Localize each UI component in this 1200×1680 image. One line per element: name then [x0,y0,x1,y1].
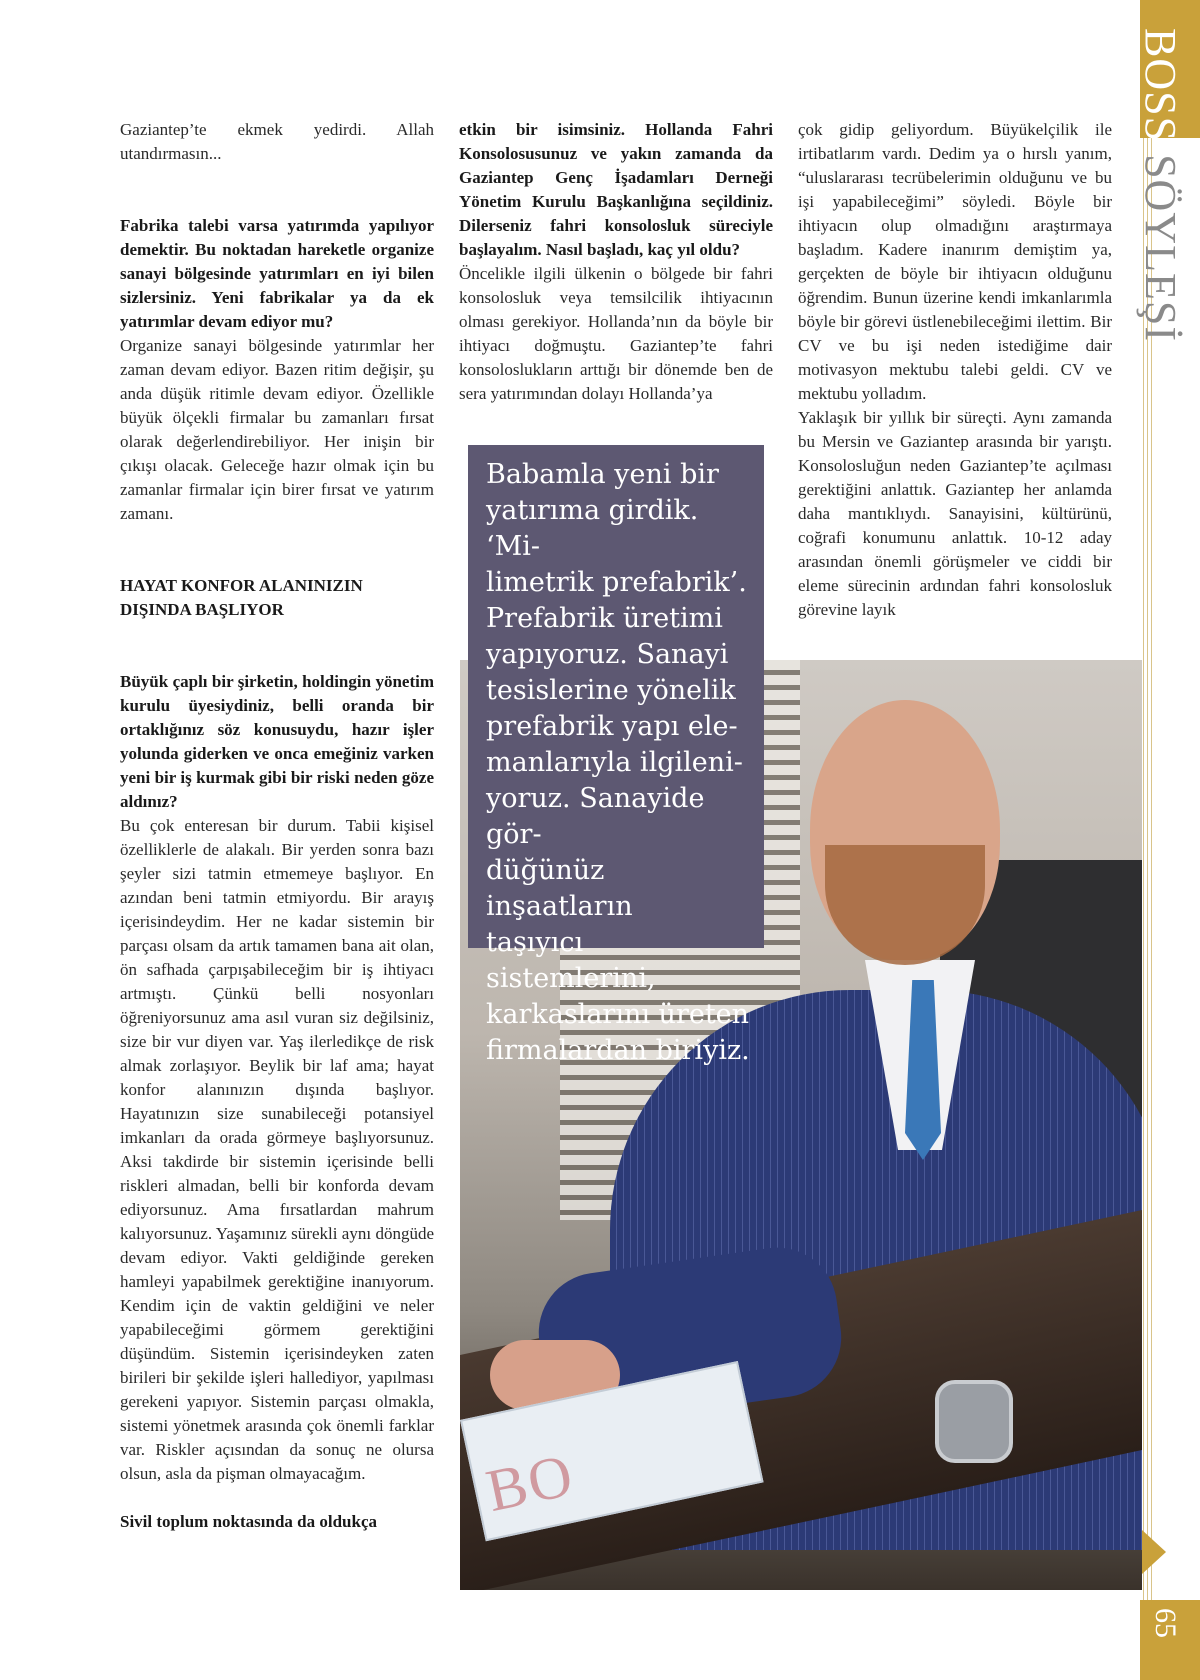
interview-answer: Organize sanayi bölgesinde yatırımlar her zaman devam ediyor. Bazen ritim değişir, şu anda düşük ritimle devam ediyor. Özellikle büyük ölçekli firmalar bu zamanları fırsat olarak değerlendirebiliyor. Her inişin bir çıkışı olacak. Geleceğe hazır olmak için bu zamanlar firmalar için birer fırsat ve yatırım zamanı. [120,336,434,523]
text-column-1 [120,118,434,1534]
page-number: 65 [1149,1608,1182,1638]
interview-answer: Yaklaşık bir yıllık bir süreçti. Aynı zamanda bu Mersin ve Gaziantep arasında bir yarıştı. Konsolosluğun neden Gaziantep’te açılması gerektiğini anlattık. Gaziantep her anlamda daha mantıklıydı. Sanayisini, kültürünü, coğrafi konumunu anlattık. 10-12 aday arasından önemli görüşmeler ve ciddi bir eleme sürecinin ardından fahri konsolosluk görevine layık [798,408,1112,619]
interview-answer: Bu çok enteresan bir durum. Tabii kişisel özelliklerle de alakalı. Bir yerden sonra bazı şeyler sizi tatmin etmemeye başlıyor. En azından beni tatmin etmiyordu. Bir arayış içerisindeydim. Her ne kadar sistemin bir parçası olsam da artık tamamen bana ait olan, ön safhada çarpışabileceğim bir iş ihtiyacı artmıştı. Çünkü belli nosyonları öğreniyorsunuz ama asıl vuran siz değilsiniz, size bir vur diyen var. Yaş ilerledikçe de risk almak zorlaşıyor. Beylik bir laf ama; hayat konfor alanınızın dışında başlıyor. Hayatınızın size sunabileceği potansiyel imkanları da orada görmeye başlıyorsunuz. Aksi takdirde bir sistemin içerisinde belli riskleri almadan, belli bir konforda devam ediyorsunuz. Ama fırsatlardan mahrum kalıyorsunuz. Yaşamınız sürekli aynı döngüde devam ediyor. Vakti geldiğinde gereken hamleyi yapabilmek gerektiğine inanıyorum. Kendim için de vaktin geldiğini ve neler yapabileceğimi görmem gerektiğini düşündüm. Sistemin içerisindeyken zaten birileri bir şekilde işleri hallediyor, yapılması gerekeni yapıyor. Sistemin parçası olmakla, sistemi yönetmek arasında çok önemli farklar var. Riskler açısından da sonuç ne olursa olsun, asla da pişman olmayacağım. [120,816,434,1483]
interview-answer: Öncelikle ilgili ülkenin o bölgede bir fahri konsolosluk veya temsilcilik ihtiyacının olması gerekiyor. Hollanda’nın da böyle bir ihtiyacı doğmuştu. Gaziantep’te fahri konsoloslukların arttığı bir dönemde ben de sera yatırımından dolayı Hollanda’ya [459,264,773,403]
interview-question: Sivil toplum noktasında da oldukça [120,1512,377,1531]
magazine-cover-text: BO [480,1441,580,1525]
interview-answer: çok gidip geliyordum. Büyükelçilik ile irtibatlarım vardı. Dedim ya o hırslı yanım, “uluslararası tecrübelerimin olduğunu ve bu işi yapabileceğimi” söyledi. Böyle bir ihtiyacın olup olmadığını araştırmaya başladım. Kadere inanırım demiştim ya, gerçekten de böyle bir ihtiyacın olduğunu öğrendim. Bunun üzerine kendi imkanlarımla böyle bir görevi üstlenebileceğimi ilettim. Bir CV ve bu işi neden istediğime dair motivasyon mektubu talebi geldi. CV ve mektubu yolladım. [798,120,1112,403]
paragraph: Gaziantep’te ekmek yedirdi. Allah utandırmasın... [120,120,434,163]
interview-question: Büyük çaplı bir şirketin, holdingin yönetim kurulu üyesiydiniz, belli oranda bir ortaklığınız söz konusuydu, hazır işler yolunda giderken ve onca emeğiniz varken yeni bir iş kurmak gibi bir riski neden göze aldınız? [120,672,434,811]
section-heading: HAYAT KONFOR ALANINIZIN DIŞINDA BAŞLIYOR [120,576,363,619]
pull-quote [468,445,764,1066]
arrow-right-icon [1142,1530,1166,1574]
text-column-2 [459,118,773,406]
text-column-3 [798,118,1112,622]
interview-question: etkin bir isimsiniz. Hollanda Fahri Konsolosusunuz ve yakın zamanda da Gaziantep Genç İşadamları Derneği Yönetim Kurulu Başkanlığına seçildiniz. Dilerseniz fahri konsolosluk süreciyle başlayalım. Nasıl başladı, kaç yıl oldu? [459,120,773,259]
section-brand: BOSS [1136,28,1185,143]
interview-question: Fabrika talebi varsa yatırımda yapılıyor demektir. Bu noktadan hareketle organize sanayi bölgesinde yatırımları en iyi bilen sizlersiniz. Yeni fabrikalar ya da ek yatırımlar devam ediyor mu? [120,216,434,331]
section-tab [1136,28,1200,498]
section-label: SÖYLEŞİ [1136,154,1185,342]
pull-quote-text: Babamla yeni bir yatırıma girdik. ‘Mi- limetrik prefabrik’. Prefabrik üretimi yapıyoruz. Sanayi tesislerine yönelik prefabrik yapı ele- manlarıyla ilgileni- yoruz. Sanayide gör- düğünüz inşaatların taşıyıcı sistemlerini, karkaslarını üreten firmalardan biriyiz. [486,459,750,1066]
wristwatch-icon [935,1380,1013,1463]
